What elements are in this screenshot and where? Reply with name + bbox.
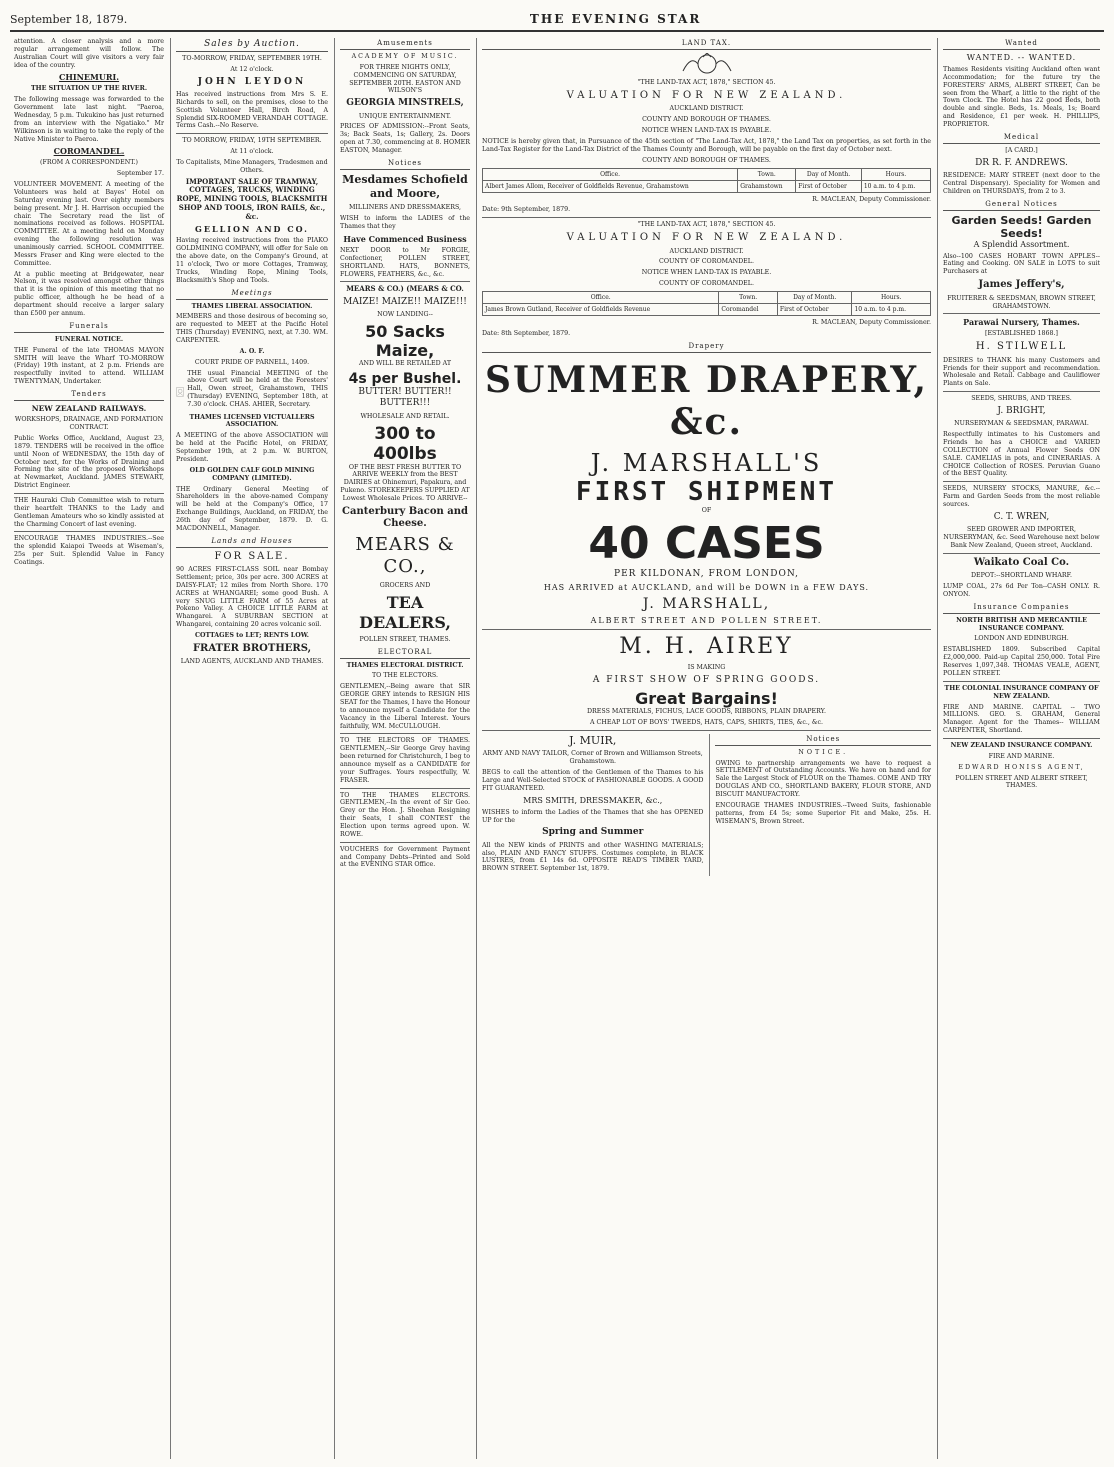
meetings-header: Meetings [176,288,328,300]
railways-text: Public Works Office, Auckland, August 23, 1879. TENDERS will be received in the office until Noon of WEDNESDAY, the 15th day of October next, for the Works of Draining and Forming the site of the proposed Workshops at Newmarket, Auckland. JAMES STEWART, District Engineer. [14,435,164,490]
lower-notices-row [482,730,931,876]
chinemuri-text: The following message was forwarded to the Government late last night. "Paeroa, Wednesday, 5 p.m. Tukukino has just returned from an interview with the Ngatiako." Mr Wilkinson is in waiting to take the reply of the Native Minister to Paeroa. [14,96,164,143]
auction2-day: TO MORROW, FRIDAY, 19TH SEPTEMBER. [182,137,322,145]
first-shipment: FIRST SHIPMENT [575,476,838,507]
col-header: Day of Month. [777,292,852,304]
table-row [483,180,931,192]
auction2-audience: To Capitalists, Mine Managers, Tradesmen and Others. [176,158,328,174]
is-making: IS MAKING [687,663,726,671]
mears-address: POLLEN STREET, THAMES. [359,635,451,643]
spring-and-summer: Spring and Summer [542,827,644,838]
schofield-moore-subtitle: MILLINERS AND DRESSMAKERS, [348,204,462,212]
general-notices-header: General Notices [943,199,1100,211]
encourage-industries-notice: ENCOURAGE THAMES INDUSTRIES.--See the splendid Kaiapoi Tweeds at Wiseman's, 25s per Suit. Splendid Value in Fancy Coatings. [14,535,164,567]
column-2 [172,38,332,1459]
muir-name: J. MUIR, [569,733,617,747]
smith-text: WISHES to inform the Ladies of the Thames that she has OPENED UP for the [482,808,704,824]
lt1-notice: NOTICE WHEN LAND-TAX IS PAYABLE. [641,127,772,135]
tenders-header: Tenders [14,389,164,401]
divider [943,738,1100,739]
for-sale-title: FOR SALE. [214,550,290,562]
muir-smith-block [482,734,703,876]
divider [340,733,470,734]
boys-tweeds: A CHEAP LOT OF BOYS' TWEEDS, HATS, CAPS, SHIRTS, TIES, &c., &c. [590,718,823,726]
chinemuri-subheading: THE SITUATION UP THE RIVER. [30,85,148,93]
divider [482,217,931,218]
auction1-time: At 12 o'clock. [230,65,274,73]
coromandel-text: VOLUNTEER MOVEMENT. A meeting of the Volunteers was held at Bayes' Hotel on Saturday evening last. Over eighty members being present. Mr J. H. Harrison occupied the chair. The Secretary read the list of nominations received as follows. HOSPITAL COMMITTEE. At a meeting held on Monday evening the following resolution was unanimously carried. SCHOOL COMMITTEE. Messrs Fraser and King were elected to the Committee. [14,181,164,267]
marshall-address: ALBERT STREET AND POLLEN STREET. [590,616,823,626]
victuallers-text: A MEETING of the above ASSOCIATION will be held at the Pacific Hotel, on FRIDAY, September 19th, at 2 p.m. W. BURTON, President. [176,432,328,463]
wanted-text: Thames Residents visiting Auckland often want Accommodation; for the future try the FORESTERS' ARMS, ALBERT STREET, Can be seen from the Wharf, a little to the right of the Town Clock. The Hotel has 22 good Beds, both double and single. Beds, 1s. Meals, 1s; Board and Residence, £1 per week. H. PHILLIPS, PROPRIETOR. [943,66,1100,129]
sacks-maize-subtitle: AND WILL BE RETAILED AT [358,360,452,368]
column-5 [939,38,1104,1459]
dr-andrews-text: RESIDENCE: MARY STREET (next door to the Central Dispensary). Speciality for Women and Children on THURSDAYS, from 2 to 3. [943,171,1100,195]
airey-name: M. H. AIREY [619,634,794,660]
butter-heading: BUTTER! BUTTER!! BUTTER!!! [358,387,452,409]
lt1-valuation: VALUATION FOR NEW ZEALAND. [566,89,847,101]
royal-arms-icon [677,53,737,75]
north-british-subtitle: LONDON AND EDINBURGH. [974,635,1069,643]
divider [943,553,1100,554]
fruiterer-seedsman: FRUITERER & SEEDSMAN, BROWN STREET, GRAHAMSTOWN. [947,294,1096,310]
liberal-association-text: MEMBERS and those desirous of becoming so, are requested to MEET at the Pacific Hotel THIS (Thursday) EVENING, next, at 7.30. WM. CARPENTER. [176,313,328,345]
table-cell: First of October [796,180,862,192]
chinemuri-heading: CHINEMURI. [58,72,120,83]
column-4 [478,38,935,1459]
bright-name: J. BRIGHT, [997,406,1046,417]
old-golden-calf-title: OLD GOLDEN CALF GOLD MINING COMPANY (LIMITED). [189,466,315,482]
electoral-header: ELECTORAL [340,647,470,659]
card-label: [A CARD.] [1005,146,1038,154]
georgia-minstrels: GEORGIA MINSTRELS, [346,98,464,109]
canterbury-bacon: Canterbury Bacon and Cheese. [342,505,468,530]
colonial-insurance-text: FIRE AND MARINE. CAPITAL -- TWO MILLIONS. GEO. S. GRAHAM, General Manager. Agent for the Thames-- WILLIAM CARPENTER, Shortland. [943,703,1100,735]
have-commenced-business: Have Commenced Business [343,234,467,245]
rowe-address: TO THE THAMES ELECTORS. GENTLEMEN,--In the event of Sir Geo. Grey or the Hon. J. Sheehan Resigning their Seats, I shall CONTEST the Election upon terms agreed upon. W. ROWE. [340,791,470,838]
column-rule [334,38,335,1459]
mccullough-address: GENTLEMEN,--Being aware that SIR GEORGE GREY intends to RESIGN HIS SEAT for the Thames, I have the Honour to announce myself a Candidate for the Vacancy in the Liberal Interest. Yours faithfully, WM. McCULLOUGH. [340,683,470,730]
wren-seeds-text: SEEDS, NURSERY STOCKS, MANURE, &c.--Farm and Garden Seeds from the most reliable sources. [943,485,1100,508]
col-header: Hours. [852,292,931,304]
auctioneer-leydon: JOHN LEYDON [197,76,307,87]
royal-arms-icon-wrap [482,53,931,79]
douglas-notice: OWING to partnership arrangements we have to request a SETTLEMENT of Outstanding Accounts. We have on hand and for Sale the Largest Stock of FLOUR on the Thames. COME AND TRY DOUGLAS AND CO., SHORTLAND BAKERY, FLOUR STORE, AND BISCUIT MANUFACTORY. [715,759,931,798]
nz-insurance-subtitle: FIRE AND MARINE. [988,752,1055,760]
aof-title: A. O. F. [239,347,265,355]
maize-heading: MAIZE! MAIZE!! MAIZE!!! [343,297,467,308]
spring-goods-show: A FIRST SHOW OF SPRING GOODS. [592,674,821,685]
table-cell: James Brown Gutland, Receiver of Goldfields Revenue [483,304,719,316]
divider [943,313,1100,314]
frater-brothers-subtitle: LAND AGENTS, AUCKLAND AND THAMES. [180,658,324,666]
divider [482,629,931,630]
divider [943,681,1100,682]
table-cell: Grahamstown [738,180,796,192]
north-british-title: NORTH BRITISH AND MERCANTILE INSURANCE COMPANY. [956,616,1087,632]
grocers-and: GROCERS AND [379,581,431,589]
lt2-signature: R. MACLEAN, Deputy Commissioner. [812,319,931,327]
old-golden-calf-text: THE Ordinary General Meeting of Shareholders in the above-named Company will be held at the Company's Office, 17 Exchange Buildings, Auckland, on FRIDAY, the 26th day of September, 1879. D. G. MACDONNELL, Manager. [176,485,328,532]
auction2-title: IMPORTANT SALE OF TRAMWAY, COTTAGES, TRUCKS, WINDING ROPE, MINING TOOLS, BLACKSMITH SHOP AND TOOLS, IRON RAILS, &c., &c. [176,176,328,221]
divider [14,493,164,494]
auction2-time: At 11 o'clock. [230,148,274,156]
mears-and-co: MEARS & CO., [355,533,455,578]
medical-header: Medical [943,132,1100,144]
funeral-notice-title: FUNERAL NOTICE. [54,335,124,343]
col-header: Town. [738,168,796,180]
drapery-header: Drapery [482,341,931,353]
table-cell: 10 a.m. to 4 p.m. [852,304,931,316]
lump-coal: LUMP COAL, 27s 6d Per Ton--CASH ONLY. R. ONYON. [943,583,1100,598]
dr-andrews: DR R. F. ANDREWS. [975,157,1068,168]
lt2-county: COUNTY OF COROMANDEL. [659,258,754,266]
col-header: Office. [483,168,738,180]
divider [340,842,470,843]
notice-title: NOTICE. [798,748,849,756]
academy-title: ACADEMY OF MUSIC. [351,53,459,60]
divider [943,481,1100,482]
railways-title: NEW ZEALAND RAILWAYS. [31,403,147,413]
cottages-to-let: COTTAGES to LET; RENTS LOW. [194,632,310,640]
coromandel-subheading: (FROM A CORRESPONDENT.) [40,159,138,167]
electoral-district-title: THAMES ELECTORAL DISTRICT. [346,661,464,669]
article-intro: attention. A closer analysis and a more regular arrangement will follow. The Australian Court will give visitors a very fair idea of the country. [14,38,164,69]
notices-header: Notices [340,158,470,170]
hauraki-club-notice: THE Hauraki Club Committee wish to return their heartfelt THANKS to the Lady and Gentleman Amateurs who so kindly assisted at the Charming Concert of last evening. [14,497,164,528]
lt1-signature: R. MACLEAN, Deputy Commissioner. [812,195,931,203]
paper-title: THE EVENING STAR [529,12,702,26]
academy-text: FOR THREE NIGHTS ONLY, COMMENCING ON SATURDAY, SEPTEMBER 20TH. EASTON AND WILSON'S [349,63,461,95]
column-rule [476,38,477,1459]
lt2-valuation: VALUATION FOR NEW ZEALAND. [566,232,847,244]
wanted-header: Wanted [943,38,1100,50]
mears-header-line: MEARS & CO.) (MEARS & CO. [346,284,464,294]
tea-dealers: TEA DEALERS, [359,592,451,632]
aof-text: THE usual Financial MEETING of the above Court will be held at the Foresters' Hall, Owen street, Grahamstown, THIS (Thursday) EVENING, September 18th, at 7.30 o'clock. CHAS. AHIER, Secretary. [187,369,328,409]
sales-by-auction-header: Sales by Auction. [176,38,328,52]
lt2-table-title: COUNTY OF COROMANDEL. [659,280,754,288]
per-kildonan: PER KILDONAN, FROM LONDON, [614,568,799,579]
schofield-moore-tail: NEXT DOOR to Mr FORGIE, Confectioner, POLLEN STREET, SHORTLAND. HATS, BONNETS, FLOWERS, FEATHERS, &c., &c. [340,247,470,278]
table-cell: First of October [777,304,852,316]
of-label: OF [701,506,712,514]
amusements-header: Amusements [340,38,470,50]
dress-materials: DRESS MATERIALS, FICHUS, LACE GOODS, RIBBONS, PLAIN DRAPERY. [586,707,826,715]
bright-subtitle: NURSERYMAN & SEEDSMAN, PARAWAI. [954,420,1089,428]
auction1-text: Has received instructions from Mrs S. E. Richards to sell, on the premises, close to the Scottish Volunteer Hall, Birch Road, A Splendid SIX-ROOMED VERANDAH COTTAGE. Terms Cash.--No Reserve. [176,90,328,130]
admission-prices: PRICES OF ADMISSION:--Front Seats, 3s; Back Seats, 1s; Gallery, 2s. Doors open at 7.30, commencing at 8. HOMER EASTON, Manager. [340,123,470,154]
aof-court: COURT PRIDE OF PARNELL, 1409. [194,358,310,366]
divider [176,133,328,134]
maize-price: 4s per Bushel. [348,371,462,388]
lt2-notice: NOTICE WHEN LAND-TAX IS PAYABLE. [641,269,772,277]
marshalls-title: J. MARSHALL'S [590,448,823,477]
column-1 [10,38,168,1459]
for-sale-text: 90 ACRES FIRST-CLASS SOIL near Bombay Settlement; price, 30s per acre. 300 ACRES at DAISY-FLAT; 12 miles from North Shore. 170 ACRES at WHANGAREI; some good Bush. A very SNUG LITTLE FARM of 55 Acres at Pokeno Valley. A CHOICE LITTLE FARM at Whangarei. A SUBURBAN SECTION at Whangarei, containing 20 acres volcanic soil. [176,566,328,629]
divider [340,788,470,789]
fraser-address: TO THE ELECTORS OF THAMES. GENTLEMEN,--Sir George Grey having been returned for Christchurch, I beg to announce myself as a CANDIDATE for your Suffrages. Yours respectfully, W. FRASER. [340,737,470,784]
seeds-shrubs-trees: SEEDS, SHRUBS, AND TREES. [971,395,1072,403]
smith-tail: All the NEW kinds of PRINTS and other WASHING MATERIALS; also, PLAIN AND FANCY STUFFS. Costumes complete, in BLACK LUSTRES, from £1 14s 6d. OPPOSITE READ'S TIMBER YARD, BROWN STREET. September 1st, 1879. [482,841,704,873]
honiss-address: POLLEN STREET AND ALBERT STREET, THAMES. [955,774,1088,790]
railways-subtitle: WORKSHOPS, DRAINAGE, AND FORMATION CONTRACT. [14,416,164,432]
frater-brothers: FRATER BROTHERS, [192,642,312,654]
lt2-date: Date: 8th September, 1879. [482,329,571,337]
apples-text: Also--100 CASES HOBART TOWN APPLES--Eating and Cooking. ON SALE in LOTS to suit Purchasers at [943,252,1100,276]
column-rule [170,38,171,1459]
now-landing: NOW LANDING-- [377,311,433,319]
table-cell: Coromandel [719,304,778,316]
divider [943,391,1100,392]
auction1-day: TO-MORROW, FRIDAY, SEPTEMBER 19TH. [182,55,322,62]
column-3 [336,38,474,1459]
great-bargains: Great Bargains! [635,688,778,708]
foresters-emblem-icon [176,370,184,414]
stilwell-text: DESIRES to THANK his many Customers and Friends for their support and recommendation. Wholesale and Retail. Cabbage and Cauliflower Plants on Sale. [943,356,1100,388]
james-jeffery: James Jeffery's, [978,279,1065,291]
auctioneer-gellion: GELLION AND CO. [195,224,309,235]
lt1-act: "THE LAND-TAX ACT, 1878," SECTION 45. [637,79,776,86]
bright-text: Respectfully intimates to his Customers and Friends he has a CHOICE and VARIED COLLECTION of Annual Flower Seeds ON SALE. CAMELIAS in pots, and CINERARIAS. A CHOICE Collection of ROSES. Peruvian Guano of the BEST Quality. [943,431,1100,478]
lt1-county: COUNTY AND BOROUGH OF THAMES. [642,116,771,124]
vouchers-notice: VOUCHERS for Government Payment and Company Debts--Printed and Sold at the EVENING STAR Office. [340,845,470,869]
insurance-header: Insurance Companies [943,602,1100,614]
public-meeting-text: At a public meeting at Bridgewater, near Nelson, it was resolved amongst other things that it is the opinion of this meeting that no public officer, although he be head of a department should receive a larger salary than £500 per annum. [14,270,164,317]
lt1-table-title: COUNTY AND BOROUGH OF THAMES. [642,156,771,164]
lt1-date: Date: 9th September, 1879. [482,206,571,214]
victuallers-title: THAMES LICENSED VICTUALLERS ASSOCIATION. [189,413,315,429]
notices-block [709,734,931,876]
column-rule [937,38,938,1459]
col-header: Town. [719,292,778,304]
col-header: Office. [483,292,719,304]
marshall-name: J. MARSHALL, [642,595,771,612]
coromandel-date: September 17. [116,170,164,178]
lt1-district: AUCKLAND DISTRICT. [669,105,744,113]
lt2-district: AUCKLAND DISTRICT. [669,247,744,255]
parawai-established: [ESTABLISHED 1868.] [984,330,1058,338]
divider [14,531,164,532]
muir-text: BEGS to call the attention of the Gentlemen of the Thames to his Large and Well-Selected STOCK of FASHIONABLE GOODS. A GOOD FIT GUARANTEED. [482,769,704,792]
divider [340,281,470,282]
butter-quantity: 300 to 400lbs [373,423,437,464]
wanted-title: WANTED. -- WANTED. [966,53,1077,62]
funeral-notice-text: THE Funeral of the late THOMAS MAYON SMITH will leave the Wharf TO-MORROW (Friday) 19th instant, at 2 p.m. Friends are respectfully invited to attend. WILLIAM TWENTYMAN, Undertaker. [14,346,164,386]
waikato-depot: DEPOT:--SHORTLAND WHARF. [970,572,1073,580]
butter-text: OF THE BEST FRESH BUTTER TO ARRIVE WEEKLY from the BEST DAIRIES at Ohinemuri, Papakura, and Pukeno. STOREKEEPERS SUPPLIED AT Lowest Wholesale Prices. TO ARRIVE-- [340,463,470,502]
land-tax-header: LAND TAX. [482,38,931,50]
land-tax-table-thames [482,168,931,193]
has-arrived: HAS ARRIVED at AUCKLAND, and will be DOWN in a FEW DAYS. [543,582,870,592]
coromandel-heading: COROMANDEL. [53,146,125,157]
masthead [10,8,1104,32]
liberal-association-title: THAMES LIBERAL ASSOCIATION. [191,302,313,310]
garden-seeds: Garden Seeds! Garden Seeds! [951,213,1092,240]
auction2-text: Having received instructions from the PIAKO GOLDMINING COMPANY, will offer for Sale on the above date, on the Company's Ground, at 11 o'clock, Two or more Cottages, Tramway, Trucks, Winding Rope, Mining Tools, Blacksmith's Shop and Tools. [176,237,328,284]
schofield-moore-title: Mesdames Schofield and Moore, [342,172,468,201]
waikato-coal: Waikato Coal Co. [973,556,1070,568]
colonial-insurance-title: THE COLONIAL INSURANCE COMPANY OF NEW ZEALAND. [944,684,1099,700]
north-british-text: ESTABLISHED 1809. Subscribed Capital £2,000,000. Paid-up Capital 250,000. Total Fire Reserves 1,097,348. THOMAS VEALE, AGENT, POLLEN STREET. [943,646,1100,677]
splendid-assortment: A Splendid Assortment. [973,239,1070,249]
col-header: Hours. [861,168,930,180]
schofield-moore-text: WISH to inform the LADIES of the Thames that they [340,215,470,231]
stilwell-name: H. STILWELL [975,341,1068,353]
muir-subtitle: ARMY AND NAVY TAILOR, Corner of Brown and Williamson Streets, Grahamstown. [482,750,703,766]
summer-drapery-title: SUMMER DRAPERY, &c. [485,358,928,443]
issue-date: September 18, 1879. [10,12,128,26]
lt1-text: NOTICE is hereby given that, in Pursuance of the 45th section of "The Land-Tax Act, 1878," the Land Tax on properties, as set forth in the Land-Tax Register for the Land-Tax District of the Thames County and Borough, will be payable on the first day of October next. [482,137,931,153]
lands-and-houses-header: Lands and Houses [176,536,328,548]
lt2-act: "THE LAND-TAX ACT, 1878," SECTION 45. [637,221,776,229]
parawai-nursery: Parawai Nursery, Thames. [963,317,1080,328]
col-header: Day of Month. [796,168,862,180]
aof-notice [176,370,328,414]
unique-entertainment: UNIQUE ENTERTAINMENT. [358,112,452,120]
notices-header-2: Notices [715,734,931,746]
wren-subtitle: SEED GROWER AND IMPORTER, NURSERYMAN, &c. Seed Warehouse next below Bank New Zealand, Queen street, Auckland. [943,526,1100,549]
nz-insurance-title: NEW ZEALAND INSURANCE COMPANY. [950,741,1093,749]
wren-name: C. T. WREN, [993,511,1050,522]
smith-name: MRS SMITH, DRESSMAKER, &c., [523,795,663,805]
to-the-electors: TO THE ELECTORS. [371,672,439,680]
wiseman-tweed-notice: ENCOURAGE THAMES INDUSTRIES.--Tweed Suits, fashionable patterns, from £4 5s; some Superior Fit and Make, 25s. H. WISEMAN'S, Brown Street. [715,801,931,825]
table-row [483,304,931,316]
table-cell: Albert James Allom, Receiver of Goldfields Revenue, Grahamstown [483,180,738,192]
honiss-agent: EDWARD HONISS AGENT, [958,763,1085,771]
butter-wholesale: WHOLESALE AND RETAIL. [360,412,450,420]
funerals-header: Funerals [14,321,164,333]
land-tax-table-coromandel [482,291,931,316]
sacks-maize: 50 Sacks Maize, [365,322,445,361]
forty-cases: 40 CASES [588,517,825,569]
table-cell: 10 a.m. to 4 p.m. [861,180,930,192]
